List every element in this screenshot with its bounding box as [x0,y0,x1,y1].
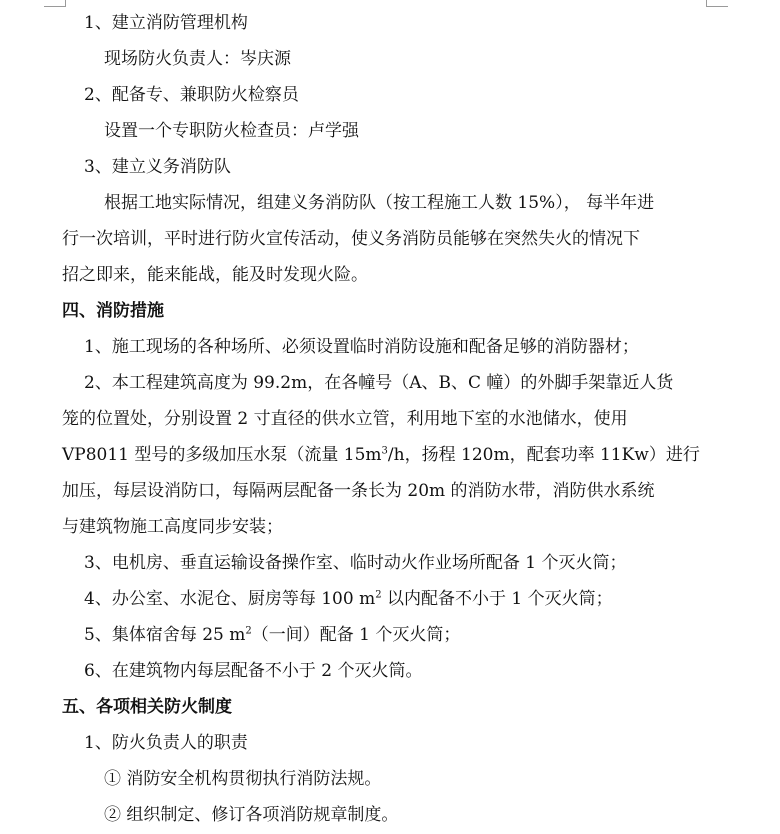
paragraph-line: 根据工地实际情况，组建义务消防队（按工程施工人数 15%）， 每半年进 [104,193,655,213]
fire-responsible-person: 现场防火负责人：岑庆源 [104,49,291,69]
measure-2-line: 笼的位置处，分别设置 2 寸直径的供水立管，利用地下室的水池储水，使用 [62,409,628,429]
item-2-heading: 2、配备专、兼职防火检察员 [84,85,299,105]
measure-4 [84,581,613,617]
page-corner-mark-right [706,0,728,7]
measure-6: 6、在建筑物内每层配备不小于 2 个灭火筒。 [84,661,423,681]
measure-2-line: 加压，每层设消防口，每隔两层配备一条长为 20m 的消防水带，消防供水系统 [62,481,655,501]
text-segment: 以内配备不小于 1 个灭火筒； [381,589,613,609]
text-segment: 5、集体宿舍每 25 m [84,625,246,645]
measure-3: 3、电机房、垂直运输设备操作室、临时动火作业场所配备 1 个灭火筒； [84,553,627,573]
measure-2-line: 与建筑物施工高度同步安装； [62,517,283,537]
duty-2: ② 组织制定、修订各项消防规章制度。 [104,805,399,825]
paragraph-line: 行一次培训，平时进行防火宣传活动，使义务消防员能够在突然失火的情况下 [62,229,640,249]
measure-2-line: 2、本工程建筑高度为 99.2m，在各幢号（A、B、C 幢）的外脚手架靠近人货 [84,373,674,393]
measure-2-line [62,437,700,473]
section-5-heading: 五、各项相关防火制度 [62,697,232,717]
section-4-heading: 四、消防措施 [62,301,164,321]
measure-5 [84,617,460,653]
text-segment: （一间）配备 1 个灭火筒； [251,625,461,645]
text-segment: 4、办公室、水泥仓、厨房等每 100 m [84,589,376,609]
page-corner-mark-left [44,0,66,7]
text-segment: /h，扬程 120m，配套功率 11Kw）进行 [387,445,700,465]
measure-1: 1、施工现场的各种场所、必须设置临时消防设施和配备足够的消防器材； [84,337,639,357]
superscript: 2 [245,625,252,637]
superscript: 2 [375,589,382,601]
duty-1: ① 消防安全机构贯彻执行消防法规。 [104,769,382,789]
item-1-heading: 1、建立消防管理机构 [84,13,248,33]
text-segment: VP8011 型号的多级加压水泵（流量 15m [62,445,382,465]
fire-inspector: 设置一个专职防火检查员：卢学强 [104,121,359,141]
item-3-heading: 3、建立义务消防队 [84,157,231,177]
superscript: 3 [381,445,388,457]
paragraph-line: 招之即来，能来能战，能及时发现火险。 [62,265,368,285]
duty-heading: 1、防火负责人的职责 [84,733,248,753]
